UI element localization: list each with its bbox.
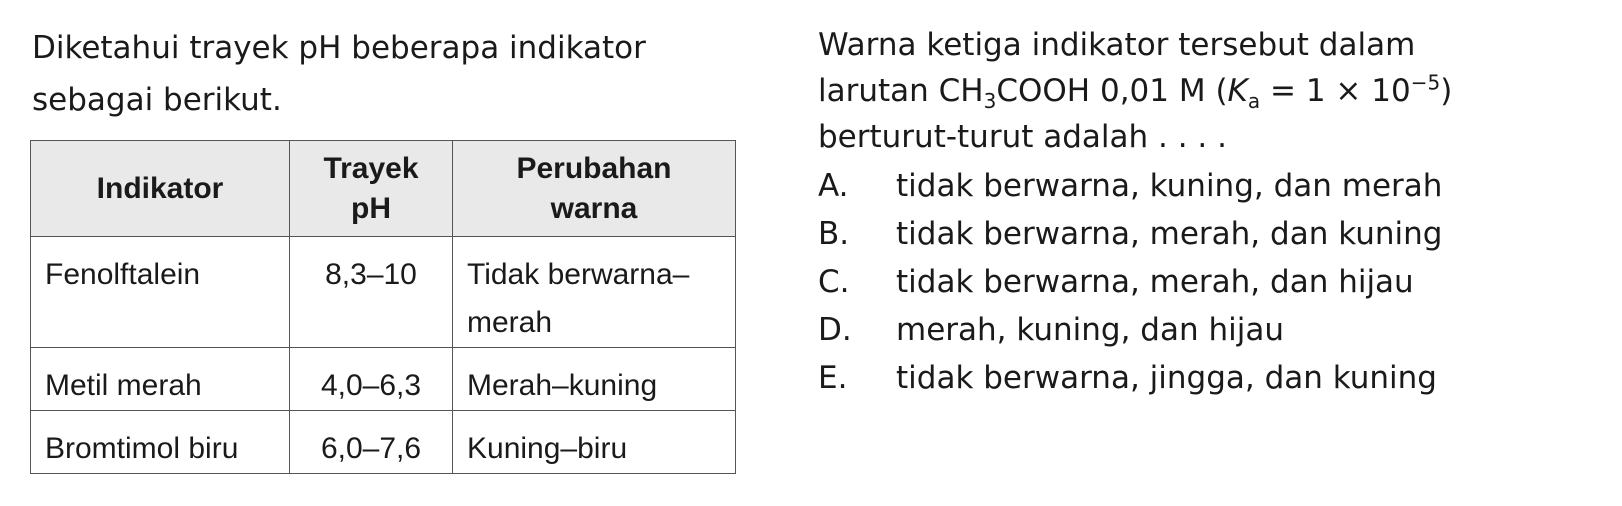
intro-line-2: sebagai berikut. [32,82,282,118]
cell-range: 4,0–6,3 [290,348,453,411]
question-line-3: berturut-turut adalah . . . . [818,119,1227,155]
table-row [31,237,736,348]
cell-change: Merah–kuning [453,348,736,411]
header-indicator: Indikator [31,141,290,237]
table-header-row [31,141,736,237]
option-text: tidak berwarna, merah, dan hijau [896,264,1414,300]
option-text: tidak berwarna, jingga, dan kuning [896,360,1437,396]
option-text: tidak berwarna, merah, dan kuning [896,216,1443,252]
option-e[interactable] [818,354,1598,402]
option-letter: C. [818,264,850,300]
question-line-1: Warna ketiga indikator tersebut dalam [818,27,1416,63]
cell-change: Kuning–biru [453,411,736,474]
option-text: merah, kuning, dan hijau [896,312,1284,348]
option-a[interactable] [818,162,1598,210]
answer-options [818,162,1598,402]
option-c[interactable] [818,258,1598,306]
cell-indicator: Metil merah [31,348,290,411]
cell-indicator: Bromtimol biru [31,411,290,474]
cell-range: 8,3–10 [290,237,453,348]
option-letter: E. [818,360,848,396]
option-d[interactable] [818,306,1598,354]
indicator-table [30,140,736,474]
table-row [31,411,736,474]
option-letter: D. [818,312,852,348]
question-block [818,22,1598,402]
table-row [31,348,736,411]
intro-line-1: Diketahui trayek pH beberapa indikator [32,30,646,66]
header-ph-range: Trayek pH [290,141,453,237]
option-b[interactable] [818,210,1598,258]
header-color-change: Perubahan warna [453,141,736,237]
question-line-2: larutan $CH_3COOH$ 0,01 M $(K_a = 1 \times 10^{-5})$ [818,70,1453,114]
cell-range: 6,0–7,6 [290,411,453,474]
intro-text [32,22,792,126]
option-text: tidak berwarna, kuning, dan merah [896,168,1443,204]
option-letter: B. [818,216,850,252]
cell-indicator: Fenolftalein [31,237,290,348]
cell-change: Tidak berwarna– merah [453,237,736,348]
option-letter: A. [818,168,849,204]
intro-block [32,22,792,126]
